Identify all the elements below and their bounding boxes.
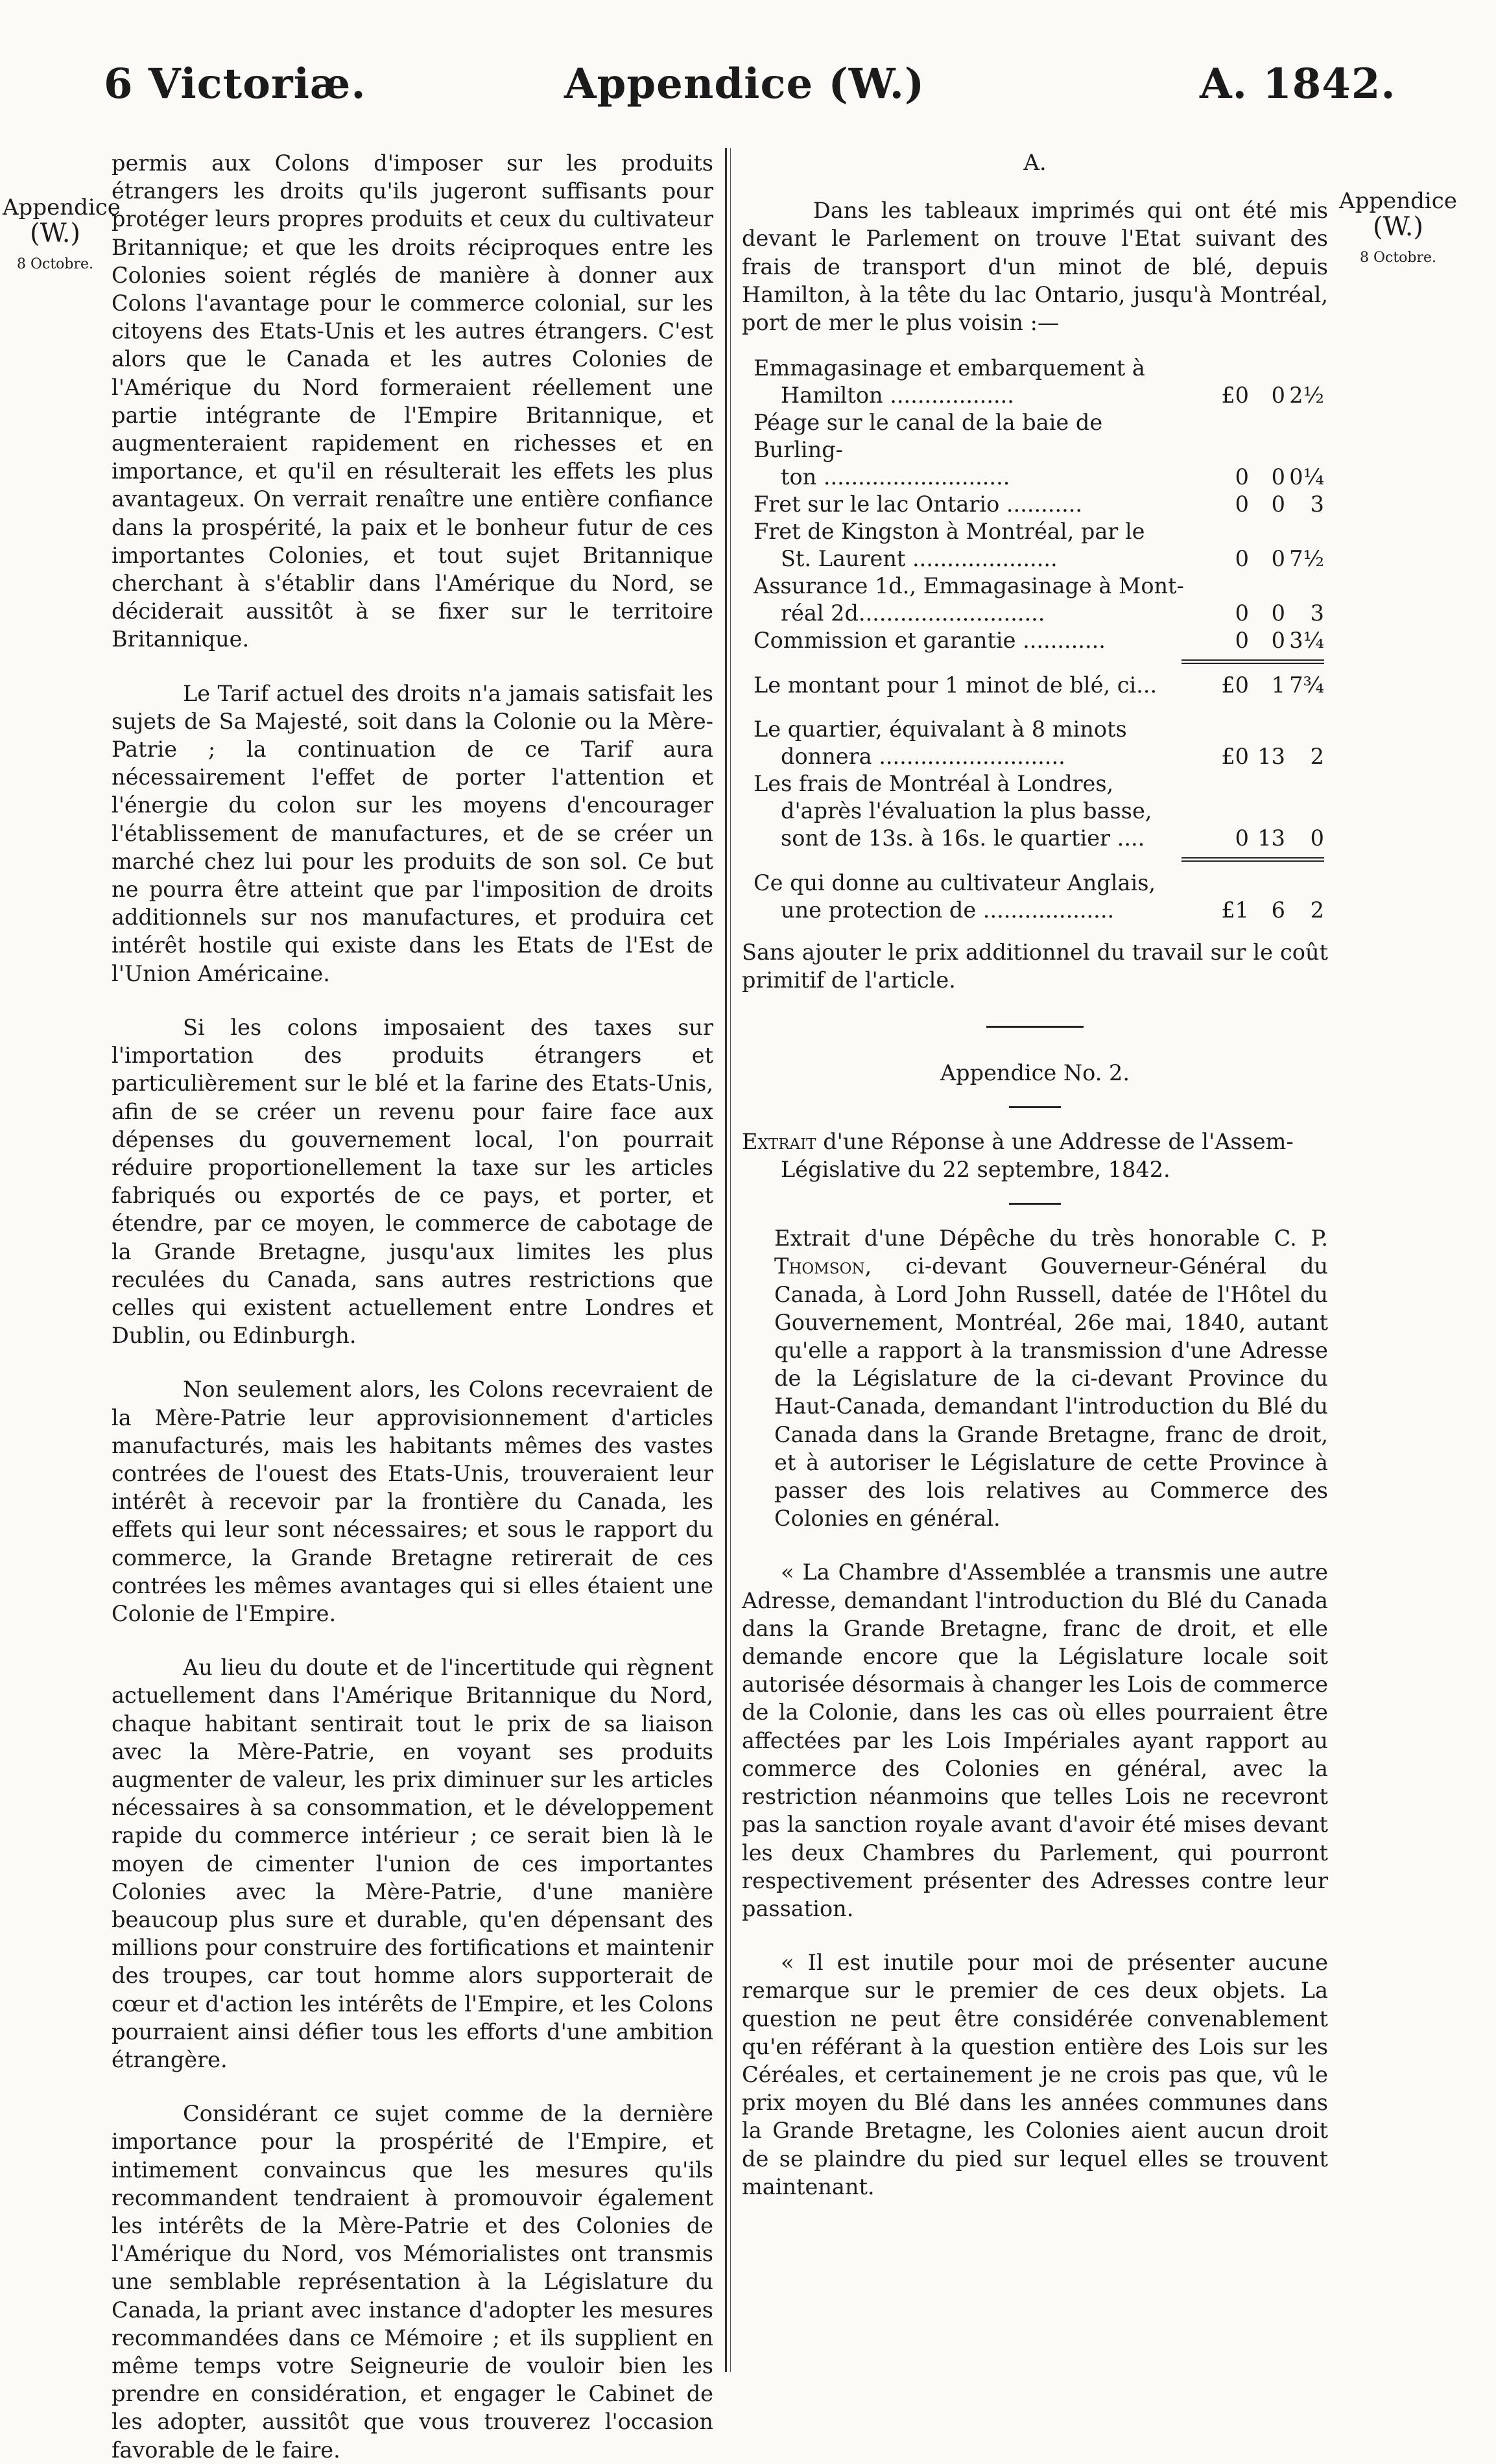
quote-paragraph: « La Chambre d'Assemblée a transmis une autre Adresse, demandant l'introduction du Blé du Canada dans la Grande Bretagne, franc de droit, et elle demande encore que la Législature locale soit autorisée désormais à changer les Lois de commerce de la Colonie, dans les cas où elles pourraient être affectées par les Lois Impériales ayant rapport au commerce des Colonies en général, avec la restriction néanmoins que telles Lois ne recevront pas la sanction royale avant d'avoir été mises devant les deux Chambres du Parlement, qui pourront respectivement présenter des Adresses contre leur passation.	[742, 1559, 1328, 1921]
header-title: Appendice (W.)	[564, 60, 925, 108]
paragraph: permis aux Colons d'imposer sur les produits étrangers les droits qu'ils jugeront suffisants pour protéger leurs propres produits et ceux du cultivateur Britannique; et que les droits réciproques entre les Colonies soient réglés de manière à donner aux Colons l'avantage pour le commerce colonial, sur les citoyens des Etats-Unis et les autres étrangers. C'est alors que le Canada et les autres Colonies de l'Amérique du Nord formeraient réellement une partie intégrante de l'Empire Britannique, et augmenteraient rapidement en richesses et en importance, et qu'il en résulterait les effets les plus avantageux. On verrait renaître une entière confiance dans la prospérité, la paix et le bonheur futur de ces importantes Colonies, et tout sujet Britannique cherchant à s'établir dans l'Amérique du Nord, se déciderait aussitôt à se fixer sur le territoire Britannique.	[112, 150, 713, 652]
cost-label: Péage sur le canal de la baie de Burling-	[754, 410, 1103, 463]
cost-pence: 0¼	[1289, 464, 1324, 490]
appendix-number: Appendice No. 2.	[940, 1060, 1130, 1085]
cost-shillings: 13	[1257, 825, 1285, 851]
extract-title-cont: Législative du 22 septembre, 1842.	[781, 1157, 1170, 1183]
cost-label: Le quartier, équivalant à 8 minots	[754, 717, 1127, 742]
paragraph: Sans ajouter le prix additionnel du travail sur le coût primitif de l'article.	[742, 940, 1328, 993]
cost-shillings: 0	[1271, 628, 1285, 654]
cost-pounds: 0	[1235, 600, 1249, 626]
dispatch-name: Thomson,	[774, 1253, 872, 1279]
cost-pounds: £0	[1221, 744, 1249, 770]
cost-pounds: £0	[1221, 672, 1249, 698]
cost-pence: 2	[1310, 897, 1324, 923]
cost-row	[754, 518, 1324, 573]
margin-note-left	[3, 195, 121, 278]
cost-shillings: 0	[1271, 546, 1285, 572]
column-divider	[725, 148, 727, 2372]
cost-pounds: 0	[1235, 546, 1249, 572]
cost-shillings: 0	[1271, 464, 1285, 490]
cost-row	[754, 573, 1324, 627]
cost-pence: 3	[1310, 492, 1324, 517]
section-divider	[1009, 1203, 1061, 1205]
cost-pence: 2	[1310, 744, 1324, 770]
cost-label-cont: ton ...........................	[781, 464, 1010, 490]
cost-pence: 3¼	[1289, 628, 1324, 654]
margin-note-appendice: Appendice	[1339, 188, 1457, 214]
cost-label-cont: St. Laurent .....................	[781, 546, 1058, 572]
paragraph: Si les colons imposaient des taxes sur l'importation des produits étrangers et particulièrement sur le blé et la farine des Etats-Unis, afin de se créer un revenu pour faire face aux dépenses du gouvernement local, l'on pourrait réduire proportionellement la taxe sur les articles fabriqués ou exportés de ce pays, et porter, et étendre, par ce moyen, le commerce de cabotage de la Grande Bretagne, jusqu'aux limites les plus reculées du Canada, sans autres restrictions que celles qui existent actuellement entre Londres et Dublin, ou Edinburgh.	[112, 1014, 713, 1349]
cost-label: Fret de Kingston à Montréal, par le	[754, 519, 1145, 545]
cost-row	[754, 491, 1324, 518]
margin-note-w: (W.)	[29, 219, 81, 248]
section-divider	[986, 1026, 1084, 1028]
paragraph: Non seulement alors, les Colons recevraient de la Mère-Patrie leur approvisionnement d'articles manufacturés, mais les habitants mêmes des vastes contrées de l'ouest des Etats-Unis, trouveraient leur intérêt à recevoir par la frontière du Canada, les effets qui leur sont nécessaires; et sous le rapport du commerce, la Grande Bretagne retirerait de ces contrées les mêmes avantages qui si elles étaient une Colonie de l'Empire.	[112, 1377, 713, 1626]
cost-pounds: 0	[1235, 492, 1249, 517]
cost-shillings: 13	[1257, 744, 1285, 770]
dispatch-summary	[774, 1224, 1328, 1532]
cost-shillings: 0	[1271, 383, 1285, 409]
extract-heading	[742, 1128, 1328, 1183]
cost-shillings: 0	[1271, 492, 1285, 517]
cost-pounds: 0	[1235, 628, 1249, 654]
cost-pence: 7¾	[1289, 672, 1324, 698]
paragraph: Dans les tableaux imprimés qui ont été mis devant le Parlement on trouve l'Etat suivant des frais de transport d'un minot de blé, depuis Hamilton, à la tête du lac Ontario, jusqu'à Montréal, port de mer le plus voisin :—	[742, 198, 1328, 336]
header-session: 6 Victoriæ.	[104, 60, 366, 108]
margin-note-date: 8 Octobre.	[1359, 250, 1437, 266]
cost-label: Fret sur le lac Ontario ...........	[754, 492, 1083, 517]
quote-paragraph: « Il est inutile pour moi de présenter aucune remarque sur le premier de ces deux objets. La question ne peut être considérée convenablement qu'en référant à la question entière des Lois sur les Céréales, et certainement je ne crois pas que, vû le prix moyen du Blé dans les années communes dans la Grande Bretagne, les Colonies aient aucun droit de se plaindre du pied sur lequel elles se trouvent maintenant.	[742, 1950, 1328, 2199]
extract-title: d'une Réponse à une Addresse de l'Assem-	[823, 1128, 1294, 1154]
paragraph: Le Tarif actuel des droits n'a jamais satisfait les sujets de Sa Majesté, soit dans la Colonie ou la Mère-Patrie ; la continuation de ce Tarif aura nécessairement l'effet de porter l'attention et l'énergie du colon sur les moyens d'encourager l'établissement de manufactures, et de se créer un marché chez lui pour les produits de son sol. Ce but ne pourra être atteint que par l'imposition de droits additionnels sur nos manufactures, et produira cet intérêt hostile qui existe dans les Etats de l'Est de l'Union Américaine.	[112, 680, 713, 986]
cost-label-cont: donnera ...........................	[781, 744, 1065, 770]
margin-note-appendice: Appendice	[3, 195, 121, 220]
cost-freight-row	[754, 770, 1324, 852]
section-divider	[1009, 1106, 1061, 1108]
cost-shillings: 6	[1271, 897, 1285, 923]
section-label: A.	[1023, 150, 1047, 176]
cost-pounds: £0	[1221, 383, 1249, 409]
cost-label: Les frais de Montréal à Londres,	[754, 771, 1114, 797]
cost-pence: 0	[1310, 825, 1324, 851]
dispatch-post: ci-devant Gouverneur-Général du Canada, à Lord John Russell, datée de l'Hôtel du Gouvernement, Montréal, 26e mai, 1840, autant qu'elle a rapport à la transmission d'une Adresse de la Législature de la ci-devant Province du Haut-Canada, demandant l'introduction du Blé du Canada dans la Grande Bretagne, franc de droit, et à autoriser le Législature de cette Province à passer des lois relatives au Commerce des Colonies en général.	[774, 1253, 1328, 1532]
cost-pence: 2½	[1289, 383, 1324, 409]
cost-pence: 3	[1310, 600, 1324, 626]
sum-rule	[1181, 857, 1324, 862]
cost-label-cont: réal 2d...........................	[781, 600, 1045, 626]
margin-note-right	[1333, 188, 1463, 271]
cost-pounds: £1	[1221, 897, 1249, 923]
cost-label: Emmagasinage et embarquement à	[754, 355, 1145, 381]
left-column	[112, 149, 713, 2464]
cost-label-cont: une protection de ...................	[781, 897, 1115, 923]
cost-table	[754, 355, 1324, 924]
cost-shillings: 1	[1271, 672, 1285, 698]
cost-label: Commission et garantie ............	[754, 628, 1106, 654]
paragraph: Au lieu du doute et de l'incertitude qui règnent actuellement dans l'Amérique Britannique du Nord, chaque habitant sentirait tout le prix de sa liaison avec la Mère-Patrie, en voyant ses produits augmenter de valeur, les prix diminuer sur les articles nécessaires à sa consommation, et le développement rapide du commerce intérieur ; ce serait bien là le moyen de cimenter l'union de ces importantes Colonies avec la Mère-Patrie, d'une manière beaucoup plus sure et durable, qu'en dépensant des millions pour construire des fortifications et maintenir des troupes, car tout homme alors supporterait de cœur et d'action les intérêts de l'Empire, et les Colons pourraient ainsi défier tous les efforts d'une ambition étrangère.	[112, 1655, 713, 2072]
cost-label-cont: sont de 13s. à 16s. le quartier ....	[781, 825, 1145, 851]
margin-note-w: (W.)	[1372, 212, 1424, 242]
cost-pence: 7½	[1289, 546, 1324, 572]
sum-rule	[1181, 659, 1324, 664]
cost-row	[754, 627, 1324, 654]
cost-shillings: 0	[1271, 600, 1285, 626]
column-divider-inner	[730, 148, 731, 2372]
cost-total-row	[754, 672, 1324, 699]
cost-quarter-row	[754, 716, 1324, 770]
dispatch-pre: Extrait d'une Dépêche du très honorable C. P.	[774, 1226, 1328, 1251]
cost-label-cont: Hamilton ..................	[781, 383, 1014, 409]
cost-label: Ce qui donne au cultivateur Anglais,	[754, 870, 1156, 896]
margin-note-date: 8 Octobre.	[16, 256, 94, 272]
paragraph: Considérant ce sujet comme de la dernière importance pour la prospérité de l'Empire, et intimement convaincus que les mesures qu'ils recommandent tendraient à promouvoir également les intérêts de la Mère-Patrie et des Colonies de l'Amérique du Nord, vos Mémorialistes ont transmis une semblable représentation à la Législature du Canada, la priant avec instance d'adopter les mesures recommandées dans ce Mémoire ; et ils supplient en même temps votre Seigneurie de vouloir bien les prendre en considération, et engager le Cabinet de les adopter, aussitôt que vous trouverez l'occasion favorable de le faire.	[112, 2101, 713, 2463]
header-year: A. 1842.	[1200, 60, 1396, 108]
cost-label: Assurance 1d., Emmagasinage à Mont-	[754, 573, 1184, 599]
cost-row	[754, 409, 1324, 491]
cost-pounds: 0	[1235, 464, 1249, 490]
cost-label-cont: d'après l'évaluation la plus basse,	[781, 798, 1152, 824]
cost-row	[754, 355, 1324, 409]
extract-lead: Extrait	[742, 1128, 816, 1154]
cost-protection-row	[754, 870, 1324, 924]
right-column	[742, 149, 1328, 2201]
cost-total-label: Le montant pour 1 minot de blé, ci...	[754, 672, 1158, 698]
cost-pounds: 0	[1235, 825, 1249, 851]
